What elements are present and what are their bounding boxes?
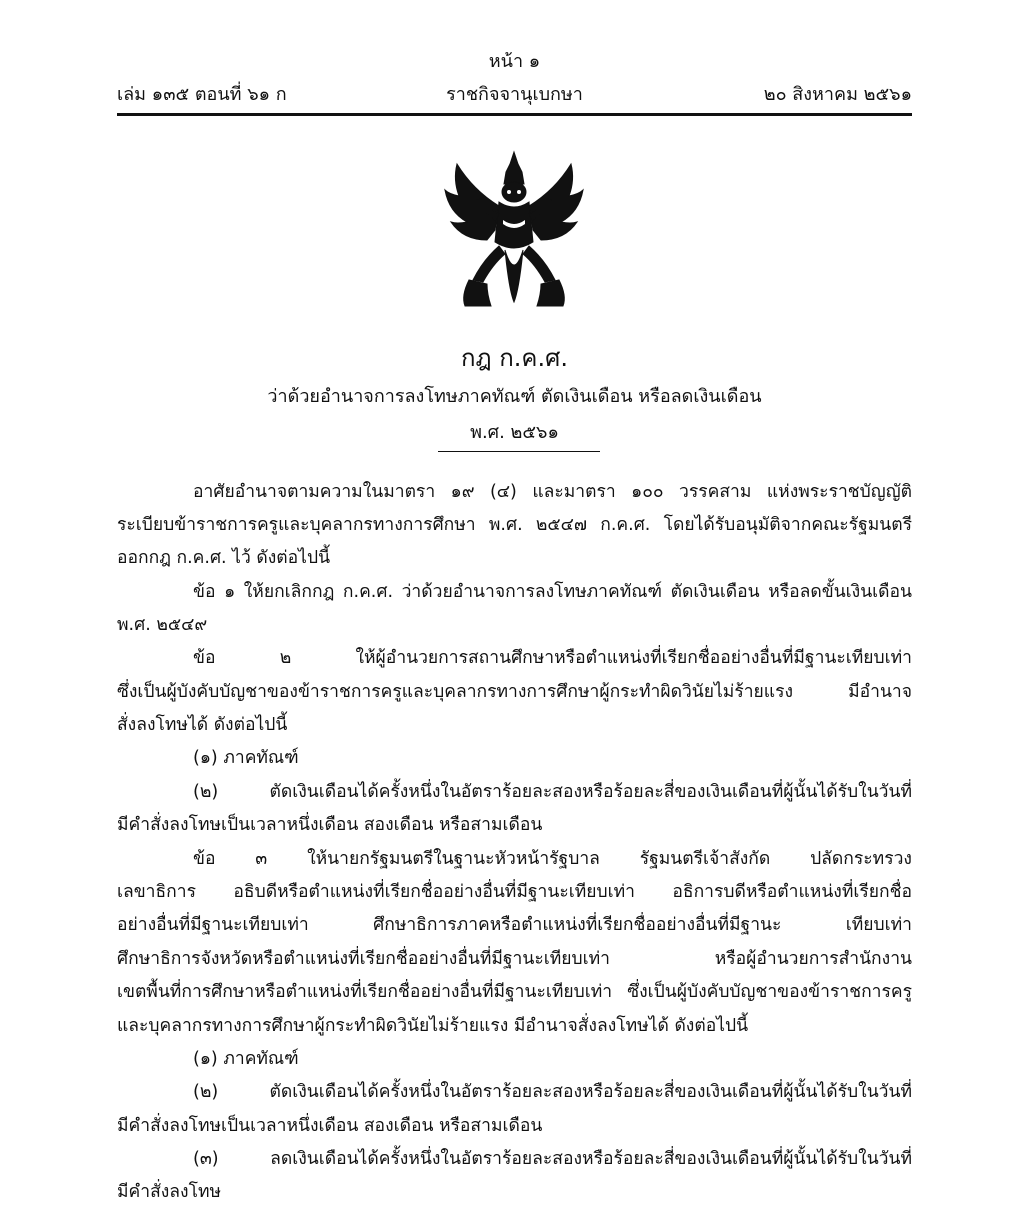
list-item: (๑) ภาคทัณฑ์ bbox=[193, 748, 299, 768]
list-item: (๑) ภาคทัณฑ์ bbox=[193, 1049, 299, 1069]
gazette-name: ราชกิจจานุเบกษา bbox=[446, 84, 583, 105]
body-line: เลขาธิการ อธิบดีหรือตำแหน่งที่เรียกชื่ออย่างอื่นที่มีฐานะเทียบเท่า อธิการบดีหรือตำแหน่งที่เรียกชื่อ bbox=[117, 882, 912, 902]
body-line: มีคำสั่งลงโทษ bbox=[117, 1182, 222, 1202]
clause-3-line: ข้อ ๓ ให้นายกรัฐมนตรีในฐานะหัวหน้ารัฐบาล รัฐมนตรีเจ้าสังกัด ปลัดกระทรวง bbox=[193, 849, 912, 869]
header-divider bbox=[117, 113, 912, 116]
document-subtitle: ว่าด้วยอำนาจการลงโทษภาคทัณฑ์ ตัดเงินเดือน หรือลดเงินเดือน bbox=[267, 386, 762, 407]
body-line: ออกกฎ ก.ค.ศ. ไว้ ดังต่อไปนี้ bbox=[117, 548, 331, 568]
body-line: เขตพื้นที่การศึกษาหรือตำแหน่งที่เรียกชื่ออย่างอื่นที่มีฐานะเทียบเท่า ซึ่งเป็นผู้บังคับบัญชาของข้าราชการครู bbox=[117, 982, 912, 1002]
body-line: พ.ศ. ๒๕๔๙ bbox=[117, 615, 208, 635]
body-line: ซึ่งเป็นผู้บังคับบัญชาของข้าราชการครูและบุคลากรทางการศึกษาผู้กระทำผิดวินัยไม่ร้ายแรง มีอำนาจ bbox=[117, 682, 912, 702]
clause-1-line: ข้อ ๑ ให้ยกเลิกกฎ ก.ค.ศ. ว่าด้วยอำนาจการลงโทษภาคทัณฑ์ ตัดเงินเดือน หรือลดขั้นเงินเดือน bbox=[193, 582, 912, 602]
body-line: อาศัยอำนาจตามความในมาตรา ๑๙ (๔) และมาตรา ๑๐๐ วรรคสาม แห่งพระราชบัญญัติ bbox=[193, 482, 912, 502]
list-item: (๓) ลดเงินเดือนได้ครั้งหนึ่งในอัตราร้อยละสองหรือร้อยละสี่ของเงินเดือนที่ผู้นั้นได้รับในวันที่ bbox=[193, 1149, 912, 1169]
body-line: สั่งลงโทษได้ ดังต่อไปนี้ bbox=[117, 715, 288, 735]
body-line: ระเบียบข้าราชการครูและบุคลากรทางการศึกษา พ.ศ. ๒๕๔๗ ก.ค.ศ. โดยได้รับอนุมัติจากคณะรัฐมนตรี bbox=[117, 515, 912, 535]
body-line: มีคำสั่งลงโทษเป็นเวลาหนึ่งเดือน สองเดือน หรือสามเดือน bbox=[117, 1116, 543, 1136]
title-underline bbox=[438, 451, 600, 452]
publication-date: ๒๐ สิงหาคม ๒๕๖๑ bbox=[763, 84, 912, 105]
volume-issue: เล่ม ๑๓๕ ตอนที่ ๖๑ ก bbox=[117, 84, 287, 105]
body-line: มีคำสั่งลงโทษเป็นเวลาหนึ่งเดือน สองเดือน หรือสามเดือน bbox=[117, 815, 543, 835]
page-number: หน้า ๑ bbox=[488, 51, 541, 72]
body-line: ศึกษาธิการจังหวัดหรือตำแหน่งที่เรียกชื่ออย่างอื่นที่มีฐานะเทียบเท่า หรือผู้อำนวยการสำนักงาน bbox=[117, 949, 912, 969]
list-item: (๒) ตัดเงินเดือนได้ครั้งหนึ่งในอัตราร้อยละสองหรือร้อยละสี่ของเงินเดือนที่ผู้นั้นได้รับในวันที่ bbox=[193, 782, 912, 802]
list-item: (๒) ตัดเงินเดือนได้ครั้งหนึ่งในอัตราร้อยละสองหรือร้อยละสี่ของเงินเดือนที่ผู้นั้นได้รับในวันที่ bbox=[193, 1082, 912, 1102]
body-line: และบุคลากรทางการศึกษาผู้กระทำผิดวินัยไม่ร้ายแรง มีอำนาจสั่งลงโทษได้ ดังต่อไปนี้ bbox=[117, 1016, 749, 1036]
garuda-emblem-icon bbox=[443, 150, 586, 308]
body-line: อย่างอื่นที่มีฐานะเทียบเท่า ศึกษาธิการภาคหรือตำแหน่งที่เรียกชื่ออย่างอื่นที่มีฐานะ เทียบเท่า bbox=[117, 915, 912, 935]
document-title: กฎ ก.ค.ศ. bbox=[461, 344, 568, 372]
document-year: พ.ศ. ๒๕๖๑ bbox=[470, 422, 559, 443]
clause-2-line: ข้อ ๒ ให้ผู้อำนวยการสถานศึกษาหรือตำแหน่งที่เรียกชื่ออย่างอื่นที่มีฐานะเทียบเท่า bbox=[193, 648, 912, 668]
